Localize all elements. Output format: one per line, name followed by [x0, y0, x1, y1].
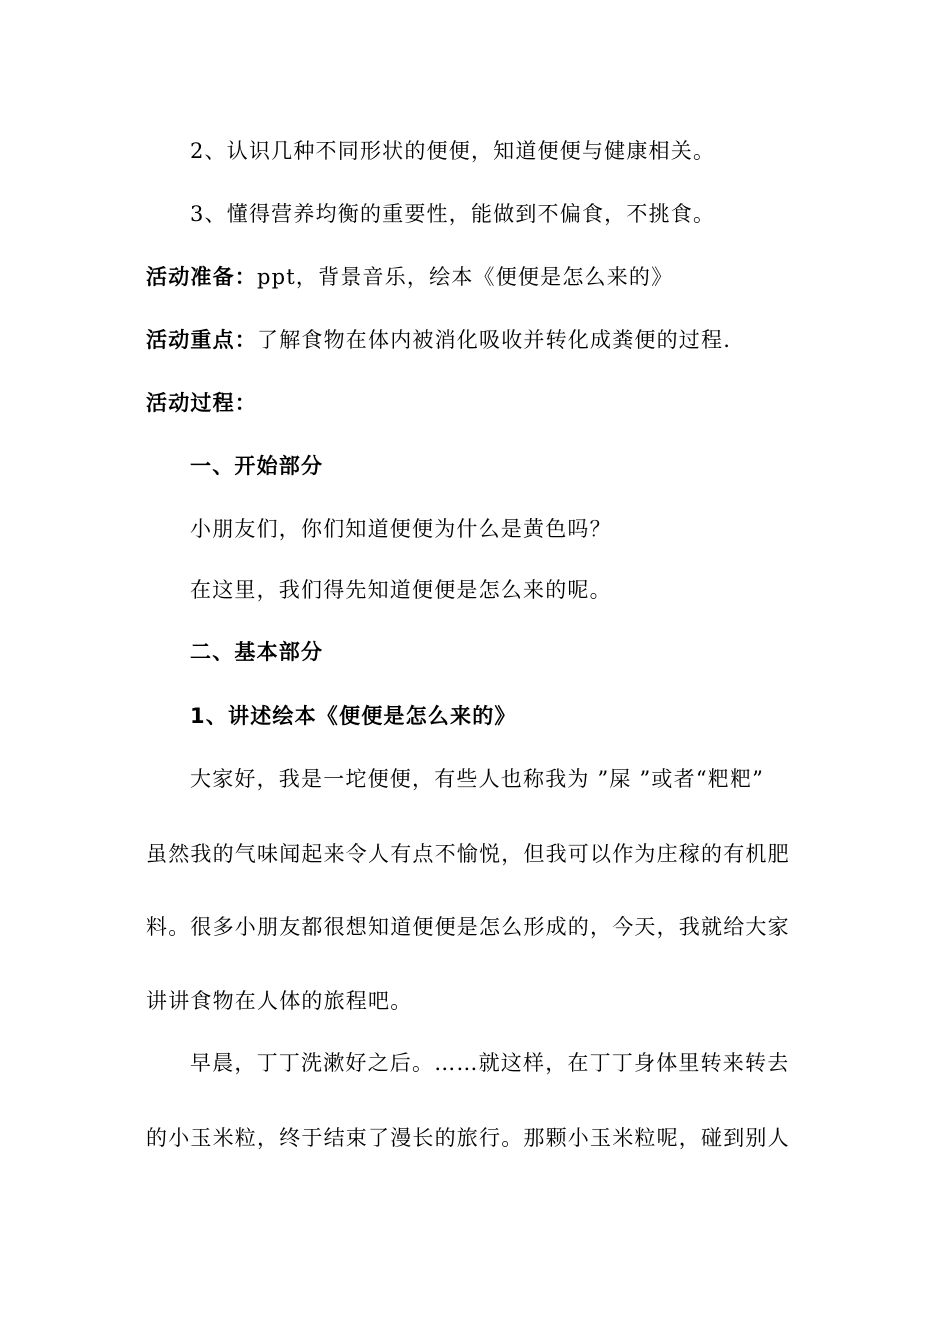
preparation-label: 活动准备：	[146, 265, 257, 289]
section-1-heading: 一、开始部分	[190, 454, 324, 478]
story-paragraph-1-line-3: 料。很多小朋友都很想知道便便是怎么形成的，今天，我就给大家	[146, 915, 790, 939]
story-paragraph-1-line-4: 讲讲食物在人体的旅程吧。	[146, 989, 413, 1013]
goal-3: 3、懂得营养均衡的重要性，能做到不偏食，不挑食。	[190, 202, 716, 226]
activity-preparation	[146, 263, 673, 291]
goal-2: 2、认识几种不同形状的便便，知道便便与健康相关。	[190, 139, 716, 163]
section-1-line-2: 在这里，我们得先知道便便是怎么来的呢。	[190, 578, 612, 602]
section-2-heading: 二、基本部分	[190, 640, 324, 664]
preparation-text: ppt，背景音乐，绘本《便便是怎么来的》	[257, 265, 674, 289]
activity-focus	[146, 326, 731, 354]
activity-process-label: 活动过程：	[146, 391, 257, 415]
story-paragraph-2-line-2: 的小玉米粒，终于结束了漫长的旅行。那颗小玉米粒呢，碰到别人	[146, 1126, 790, 1150]
story-paragraph-2-line-1: 早晨，丁丁洗漱好之后。……就这样，在丁丁身体里转来转去	[190, 1051, 790, 1075]
story-paragraph-1-line-2: 虽然我的气味闻起来令人有点不愉悦，但我可以作为庄稼的有机肥	[146, 842, 790, 866]
story-paragraph-1-line-1: 大家好，我是一坨便便，有些人也称我为 ”屎 ”或者“粑粑”	[190, 767, 765, 791]
section-1-line-1: 小朋友们，你们知道便便为什么是黄色吗？	[190, 517, 612, 541]
focus-text: 了解食物在体内被消化吸收并转化成粪便的过程.	[257, 328, 732, 352]
section-2-subheading: 1、讲述绘本《便便是怎么来的》	[190, 704, 517, 728]
focus-label: 活动重点：	[146, 328, 257, 352]
